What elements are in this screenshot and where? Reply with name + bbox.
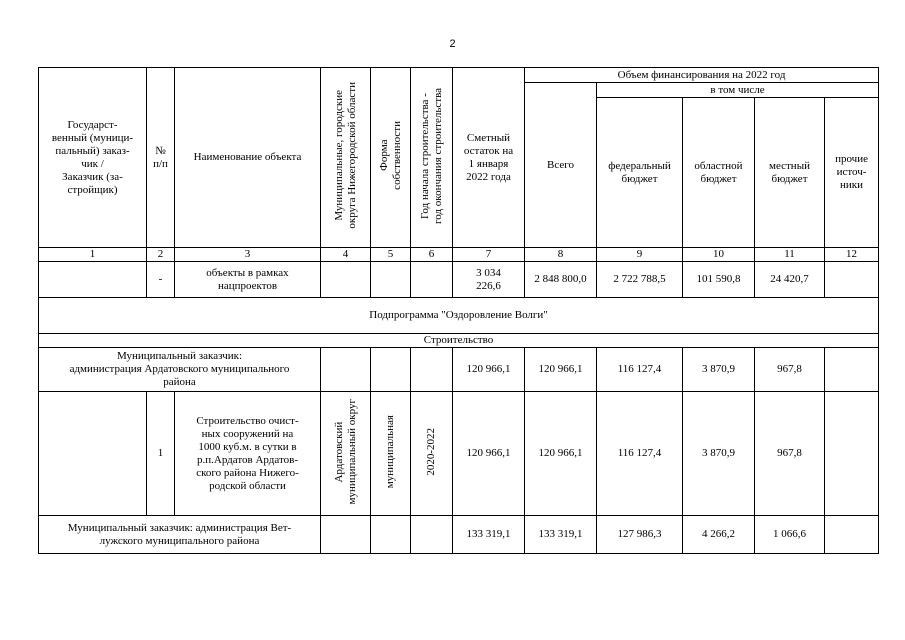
header-customer: Государст- венный (муници- пальный) заказ- чик / Заказчик (за- стройщик) bbox=[39, 68, 147, 248]
ardatov-customer-total: 120 966,1 bbox=[525, 348, 597, 392]
np-municipality bbox=[321, 262, 371, 298]
header-including: в том числе bbox=[597, 83, 879, 98]
header-federal: федеральный бюджет bbox=[597, 98, 683, 248]
header-regional: областной бюджет bbox=[683, 98, 755, 248]
np-ownership bbox=[371, 262, 411, 298]
np-customer bbox=[39, 262, 147, 298]
np-years bbox=[411, 262, 453, 298]
column-numbers-row bbox=[39, 248, 879, 262]
financing-table bbox=[38, 67, 879, 554]
vetluga-customer-label: Муниципальный заказчик: администрация Вет- лужского муниципального района bbox=[39, 516, 321, 554]
ardatov-object-total: 120 966,1 bbox=[525, 392, 597, 516]
header-financing-total: Объем финансирования на 2022 год bbox=[525, 68, 879, 83]
col-number: 11 bbox=[755, 248, 825, 262]
ardatov-object-municipality: Ардатовский муниципальный округ bbox=[321, 392, 371, 516]
header-num: № п/п bbox=[147, 68, 175, 248]
ardatov-object-local: 967,8 bbox=[755, 392, 825, 516]
ardatov-object-row bbox=[39, 392, 879, 516]
ardatov-object-years: 2020-2022 bbox=[411, 392, 453, 516]
col-number: 6 bbox=[411, 248, 453, 262]
np-other bbox=[825, 262, 879, 298]
col-number: 3 bbox=[175, 248, 321, 262]
col-number: 7 bbox=[453, 248, 525, 262]
col-number: 8 bbox=[525, 248, 597, 262]
col-number: 12 bbox=[825, 248, 879, 262]
ardatov-customer-local: 967,8 bbox=[755, 348, 825, 392]
header-ownership: Форма собственности bbox=[371, 68, 411, 248]
ardatov-customer-row bbox=[39, 348, 879, 392]
ardatov-object-regional: 3 870,9 bbox=[683, 392, 755, 516]
page-number: 2 bbox=[449, 38, 456, 50]
vetluga-customer-balance: 133 319,1 bbox=[453, 516, 525, 554]
header-estimated-balance: Сметный остаток на 1 января 2022 года bbox=[453, 68, 525, 248]
vetluga-customer-total: 133 319,1 bbox=[525, 516, 597, 554]
national-projects-row bbox=[39, 262, 879, 298]
ardatov-customer-label: Муниципальный заказчик: администрация Ардатовского муниципального района bbox=[39, 348, 321, 392]
header-years: Год начала строительства - год окончания строительства bbox=[411, 68, 453, 248]
header-object-name: Наименование объекта bbox=[175, 68, 321, 248]
vetluga-customer-federal: 127 986,3 bbox=[597, 516, 683, 554]
ardatov-object-federal: 116 127,4 bbox=[597, 392, 683, 516]
col-number: 5 bbox=[371, 248, 411, 262]
np-num: - bbox=[147, 262, 175, 298]
vetluga-customer-row bbox=[39, 516, 879, 554]
ardatov-object-balance: 120 966,1 bbox=[453, 392, 525, 516]
col-number: 10 bbox=[683, 248, 755, 262]
col-number: 2 bbox=[147, 248, 175, 262]
np-local: 24 420,7 bbox=[755, 262, 825, 298]
vetluga-customer-regional: 4 266,2 bbox=[683, 516, 755, 554]
vetluga-customer-local: 1 066,6 bbox=[755, 516, 825, 554]
col-number: 1 bbox=[39, 248, 147, 262]
ardatov-object-ownership: муниципальная bbox=[371, 392, 411, 516]
np-balance: 3 034 226,6 bbox=[453, 262, 525, 298]
np-regional: 101 590,8 bbox=[683, 262, 755, 298]
np-total: 2 848 800,0 bbox=[525, 262, 597, 298]
np-federal: 2 722 788,5 bbox=[597, 262, 683, 298]
header-municipality: Муниципальные, городские округа Нижегородской области bbox=[321, 68, 371, 248]
header-total: Всего bbox=[525, 83, 597, 248]
ardatov-customer-regional: 3 870,9 bbox=[683, 348, 755, 392]
ardatov-object-num: 1 bbox=[147, 392, 175, 516]
section-title: Строительство bbox=[39, 334, 879, 348]
ardatov-customer-federal: 116 127,4 bbox=[597, 348, 683, 392]
subprogram-title: Подпрограмма "Оздоровление Волги" bbox=[39, 298, 879, 334]
header-other: прочие источ- ники bbox=[825, 98, 879, 248]
ardatov-object-name: Строительство очист- ных сооружений на 1000 куб.м. в сутки в р.п.Ардатов Ардатов- ского района Нижего- родской области bbox=[175, 392, 321, 516]
header-local: местный бюджет bbox=[755, 98, 825, 248]
np-name: объекты в рамках нацпроектов bbox=[175, 262, 321, 298]
ardatov-customer-balance: 120 966,1 bbox=[453, 348, 525, 392]
col-number: 4 bbox=[321, 248, 371, 262]
col-number: 9 bbox=[597, 248, 683, 262]
